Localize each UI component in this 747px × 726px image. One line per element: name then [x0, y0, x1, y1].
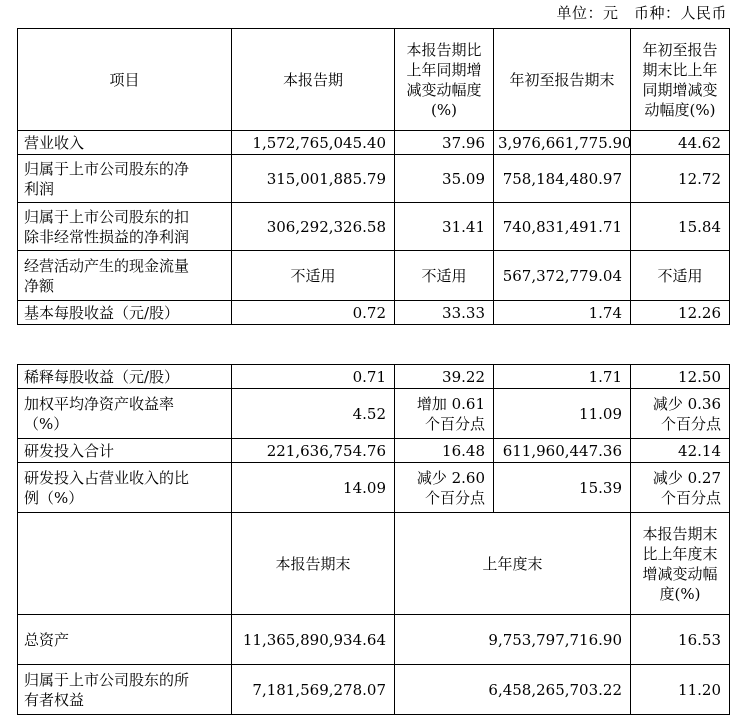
- row-item: [18, 463, 232, 513]
- balance-header-row: [18, 513, 730, 615]
- change-line: 个百分点: [660, 414, 721, 433]
- row-ytd: 567,372,779.04: [494, 251, 631, 301]
- change-line: 增加 0.61: [416, 394, 485, 413]
- change-line: 个百分点: [424, 488, 485, 507]
- header-line: 比上年度末: [642, 544, 718, 563]
- row-current: 306,292,326.58: [232, 203, 395, 251]
- item-line: （%）: [24, 414, 69, 433]
- table-row: [18, 615, 730, 665]
- row-current-change: [395, 463, 494, 513]
- row-ytd: 1.74: [494, 301, 631, 325]
- row-ytd-change: [631, 463, 730, 513]
- header-line: 减变动幅度: [406, 80, 482, 99]
- item-line: 利润: [24, 179, 55, 198]
- header-line: 同期增减变: [642, 80, 718, 99]
- row-ytd: 11.09: [494, 389, 631, 439]
- row-item: [18, 665, 232, 715]
- item-line: 经营活动产生的现金流量: [24, 256, 190, 275]
- row-current: 1,572,765,045.40: [232, 131, 395, 155]
- header-line: 期末比上年: [642, 60, 718, 79]
- row-item: 营业收入: [18, 131, 232, 155]
- item-line: 除非经常性损益的净利润: [24, 227, 190, 246]
- row-ytd: 758,184,480.97: [494, 155, 631, 203]
- row-current: 4.52: [232, 389, 395, 439]
- item-line: 有者权益: [24, 690, 85, 709]
- financial-table-part-1: [17, 28, 730, 325]
- header-last-year-end: 上年度末: [395, 513, 631, 615]
- header-line: 动幅度(%): [644, 100, 716, 119]
- table-header-row: [18, 29, 730, 131]
- header-line: 增减变动幅: [642, 564, 718, 583]
- row-current-change: 39.22: [395, 365, 494, 389]
- row-balance-change: 11.20: [631, 665, 730, 715]
- row-current-change: 35.09: [395, 155, 494, 203]
- row-item: 研发投入合计: [18, 439, 232, 463]
- table-row: [18, 251, 730, 301]
- row-item: 基本每股收益（元/股）: [18, 301, 232, 325]
- header-line: 本报告期末: [642, 524, 718, 543]
- row-last-year-end: 9,753,797,716.90: [395, 615, 631, 665]
- item-line: 归属于上市公司股东的所: [24, 670, 190, 689]
- item-line: 净额: [24, 276, 55, 295]
- row-current-change: 不适用: [395, 251, 494, 301]
- table-row: [18, 463, 730, 513]
- table-row: [18, 155, 730, 203]
- row-ytd-change: [631, 389, 730, 439]
- row-ytd: 1.71: [494, 365, 631, 389]
- row-item: [18, 203, 232, 251]
- row-item: [18, 389, 232, 439]
- item-line: 加权平均净资产收益率: [24, 394, 175, 413]
- table-row: [18, 389, 730, 439]
- row-ytd: 740,831,491.71: [494, 203, 631, 251]
- row-ytd: 15.39: [494, 463, 631, 513]
- header-balance-change: [631, 513, 730, 615]
- table-row: [18, 365, 730, 389]
- row-period-end: 11,365,890,934.64: [232, 615, 395, 665]
- change-line: 个百分点: [424, 414, 485, 433]
- row-ytd: 611,960,447.36: [494, 439, 631, 463]
- change-line: 减少 0.36: [652, 394, 721, 413]
- header-line: 上年同期增: [406, 60, 482, 79]
- row-ytd-change: 44.62: [631, 131, 730, 155]
- header-period-end: 本报告期末: [232, 513, 395, 615]
- row-current: 221,636,754.76: [232, 439, 395, 463]
- row-current: 0.72: [232, 301, 395, 325]
- item-line: 归属于上市公司股东的净: [24, 159, 190, 178]
- header-ytd-change: [631, 29, 730, 131]
- row-current-change: 16.48: [395, 439, 494, 463]
- row-current: 不适用: [232, 251, 395, 301]
- item-line: 归属于上市公司股东的扣: [24, 207, 190, 226]
- table-row: [18, 301, 730, 325]
- table-row: [18, 439, 730, 463]
- row-ytd-change: 12.50: [631, 365, 730, 389]
- row-current-change: [395, 389, 494, 439]
- row-current: 14.09: [232, 463, 395, 513]
- item-line: 例（%）: [24, 488, 84, 507]
- row-ytd-change: 42.14: [631, 439, 730, 463]
- unit-currency-line: 单位：元 币种：人民币: [556, 4, 727, 22]
- row-current-change: 31.41: [395, 203, 494, 251]
- change-line: 减少 2.60: [416, 468, 485, 487]
- header-current-change: [395, 29, 494, 131]
- row-current-change: 37.96: [395, 131, 494, 155]
- table-row: [18, 203, 730, 251]
- row-current: 315,001,885.79: [232, 155, 395, 203]
- row-item: 稀释每股收益（元/股）: [18, 365, 232, 389]
- header-line: 本报告期比: [406, 40, 482, 59]
- header-current-period: 本报告期: [232, 29, 395, 131]
- row-ytd: 3,976,661,775.90: [494, 131, 631, 155]
- row-item: [18, 251, 232, 301]
- row-item: 总资产: [18, 615, 232, 665]
- row-period-end: 7,181,569,278.07: [232, 665, 395, 715]
- row-current: 0.71: [232, 365, 395, 389]
- financial-table-part-2: [17, 364, 730, 715]
- header-line: 度(%): [659, 584, 701, 603]
- balance-header-blank: [18, 513, 232, 615]
- row-balance-change: 16.53: [631, 615, 730, 665]
- change-line: 个百分点: [660, 488, 721, 507]
- header-line: (%): [431, 100, 457, 119]
- header-line: 年初至报告: [642, 40, 718, 59]
- header-ytd: 年初至报告期末: [494, 29, 631, 131]
- row-ytd-change: 12.72: [631, 155, 730, 203]
- row-ytd-change: 12.26: [631, 301, 730, 325]
- row-ytd-change: 15.84: [631, 203, 730, 251]
- table-row: [18, 131, 730, 155]
- header-item: 项目: [18, 29, 232, 131]
- table-row: [18, 665, 730, 715]
- row-current-change: 33.33: [395, 301, 494, 325]
- item-line: 研发投入占营业收入的比: [24, 468, 190, 487]
- change-line: 减少 0.27: [652, 468, 721, 487]
- row-item: [18, 155, 232, 203]
- row-ytd-change: 不适用: [631, 251, 730, 301]
- row-last-year-end: 6,458,265,703.22: [395, 665, 631, 715]
